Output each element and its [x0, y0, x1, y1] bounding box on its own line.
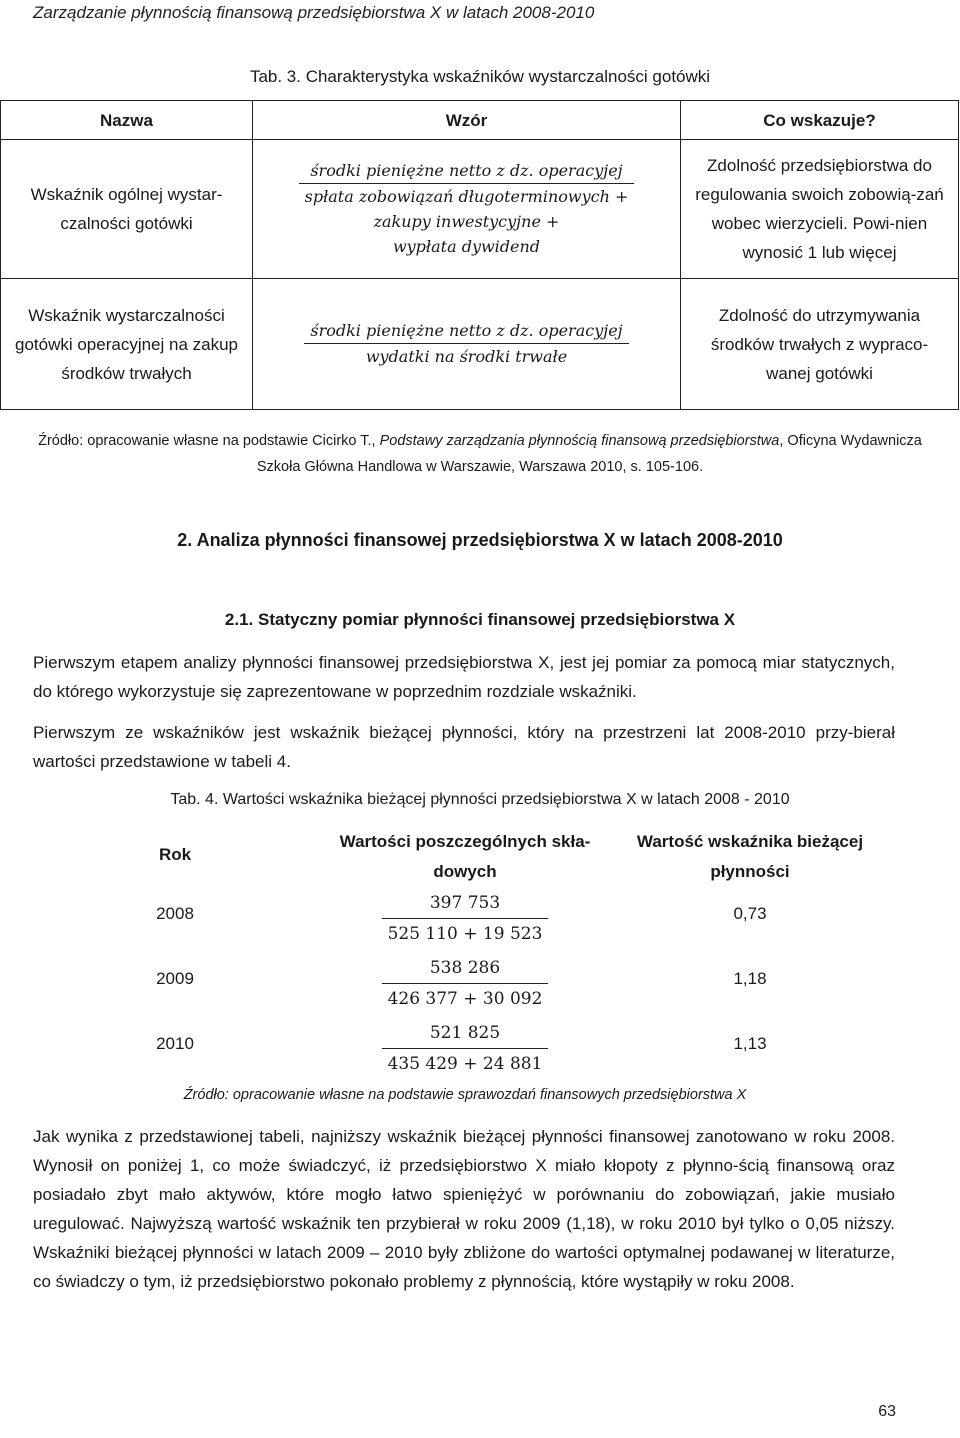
formula-numerator: środki pieniężne netto z dz. operacyjej	[299, 158, 635, 184]
fraction	[382, 1018, 549, 1079]
source-title: Podstawy zarządzania płynnością finansową przedsiębiorstwa	[379, 433, 780, 449]
paragraph: Pierwszym ze wskaźników jest wskaźnik bieżącej płynności, który na przestrzeni lat 2008-2010 przy-bierał wartości przedstawione w tabeli 4.	[33, 723, 895, 771]
formula-denominator-line: wypłata dywidend	[392, 236, 541, 256]
formula-fraction	[299, 158, 635, 259]
page-number: 63	[878, 1403, 896, 1420]
table4-header-rok: Rok	[158, 845, 192, 864]
table4-header-skladowe: Wartości poszczególnych skła-dowych	[339, 832, 591, 881]
table4-fraction	[325, 888, 605, 949]
running-header: Zarządzanie płynnością finansową przedsiębiorstwa X w latach 2008-2010	[33, 3, 595, 22]
table3-caption: Tab. 3. Charakterystyka wskaźników wystarczalności gotówki	[249, 67, 711, 86]
table3-row-meaning: Zdolność przedsiębiorstwa do regulowania swoich zobowią-zań wobec wierzycieli. Powi-nien wynosić 1 lub więcej	[681, 140, 959, 279]
formula-fraction	[304, 318, 628, 369]
fraction	[382, 953, 549, 1014]
table4-year: 2010	[156, 1034, 194, 1053]
table4	[0, 822, 960, 1092]
table3	[0, 100, 959, 410]
table4-value: 1,18	[733, 969, 767, 988]
formula-denominator-line: zakupy inwestycyjne +	[373, 211, 560, 231]
table4-year: 2009	[156, 969, 194, 988]
formula-numerator: środki pieniężne netto z dz. operacyjej	[304, 318, 628, 344]
fraction-numerator: 521 825	[382, 1018, 549, 1049]
table3-source	[30, 428, 930, 480]
table4-year: 2008	[156, 904, 194, 923]
paragraph: Pierwszym etapem analizy płynności finansowej przedsiębiorstwa X, jest jej pomiar za pomocą miar statycznych, do którego wykorzystuje się zaprezentowane w poprzednim rozdziale wskaźniki.	[33, 653, 895, 701]
fraction-numerator: 538 286	[382, 953, 549, 984]
fraction-denominator: 525 110 + 19 523	[387, 924, 543, 944]
table4-caption: Tab. 4. Wartości wskaźnika bieżącej płynności przedsiębiorstwa X w latach 2008 - 2010	[170, 791, 790, 808]
formula-denominator	[299, 184, 635, 259]
fraction-numerator: 397 753	[382, 888, 549, 919]
table3-row-name: Wskaźnik wystarczalności gotówki operacyjnej na zakup środków trwałych	[1, 279, 253, 410]
source-prefix: Źródło: opracowanie własne na podstawie Cicirko T.,	[38, 433, 380, 449]
fraction-denominator: 435 429 + 24 881	[387, 1054, 543, 1074]
section-heading-2: 2. Analiza płynności finansowej przedsiębiorstwa X w latach 2008-2010	[177, 530, 783, 550]
table4-fraction	[325, 953, 605, 1014]
fraction-denominator: 426 377 + 30 092	[387, 989, 543, 1009]
table3-row-formula	[253, 279, 681, 410]
source-suffix: , Oficyna Wydawnicza Szkoła Główna Handlowa w Warszawie, Warszawa 2010, s. 105-106.	[256, 433, 922, 475]
conclusion-paragraph: Jak wynika z przedstawionej tabeli, najniższy wskaźnik bieżącej płynności finansowej zanotowano w roku 2008. Wynosił on poniżej 1, co może świadczyć, iż przedsiębiorstwo X miało kłopoty z płynno-ścią finansową oraz posiadało zbyt mało aktywów, które mogło łatwo spieniężyć w porównaniu do zobowiązań, jakie musiało uregulować. Najwyższą wartość wskaźnik ten przybierał w roku 2009 (1,18), w roku 2010 był tylko o 0,05 niższy. Wskaźniki bieżącej płynności w latach 2009 – 2010 były zbliżone do wartości optymalnej podawanej w literaturze, co świadczy o tym, iż przedsiębiorstwo pokonało problemy z płynnością, które wystąpiły w roku 2008.	[33, 1127, 895, 1291]
table4-value: 1,13	[733, 1034, 767, 1053]
table4-source: Źródło: opracowanie własne na podstawie sprawozdań finansowych przedsiębiorstwa X	[183, 1087, 747, 1103]
table4-fraction	[325, 1018, 605, 1079]
table3-header-nazwa: Nazwa	[1, 101, 253, 140]
table3-row-name: Wskaźnik ogólnej wystar-czalności gotówki	[1, 140, 253, 279]
formula-denominator: wydatki na środki trwałe	[365, 346, 568, 366]
section-heading-2-1: 2.1. Statyczny pomiar płynności finansowej przedsiębiorstwa X	[224, 610, 736, 629]
fraction	[382, 888, 549, 949]
table3-row-formula	[253, 140, 681, 279]
table3-row-meaning: Zdolność do utrzymywania środków trwałych z wypraco-wanej gotówki	[681, 279, 959, 410]
formula-denominator-line: spłata zobowiązań długoterminowych +	[304, 186, 629, 206]
table3-row	[1, 279, 959, 410]
table3-header-wzor: Wzór	[253, 101, 681, 140]
table4-header-wartosc: Wartość wskaźnika bieżącej płynności	[636, 832, 864, 881]
table3-header-co-wskazuje: Co wskazuje?	[681, 101, 959, 140]
table3-row	[1, 140, 959, 279]
table4-value: 0,73	[733, 904, 767, 923]
